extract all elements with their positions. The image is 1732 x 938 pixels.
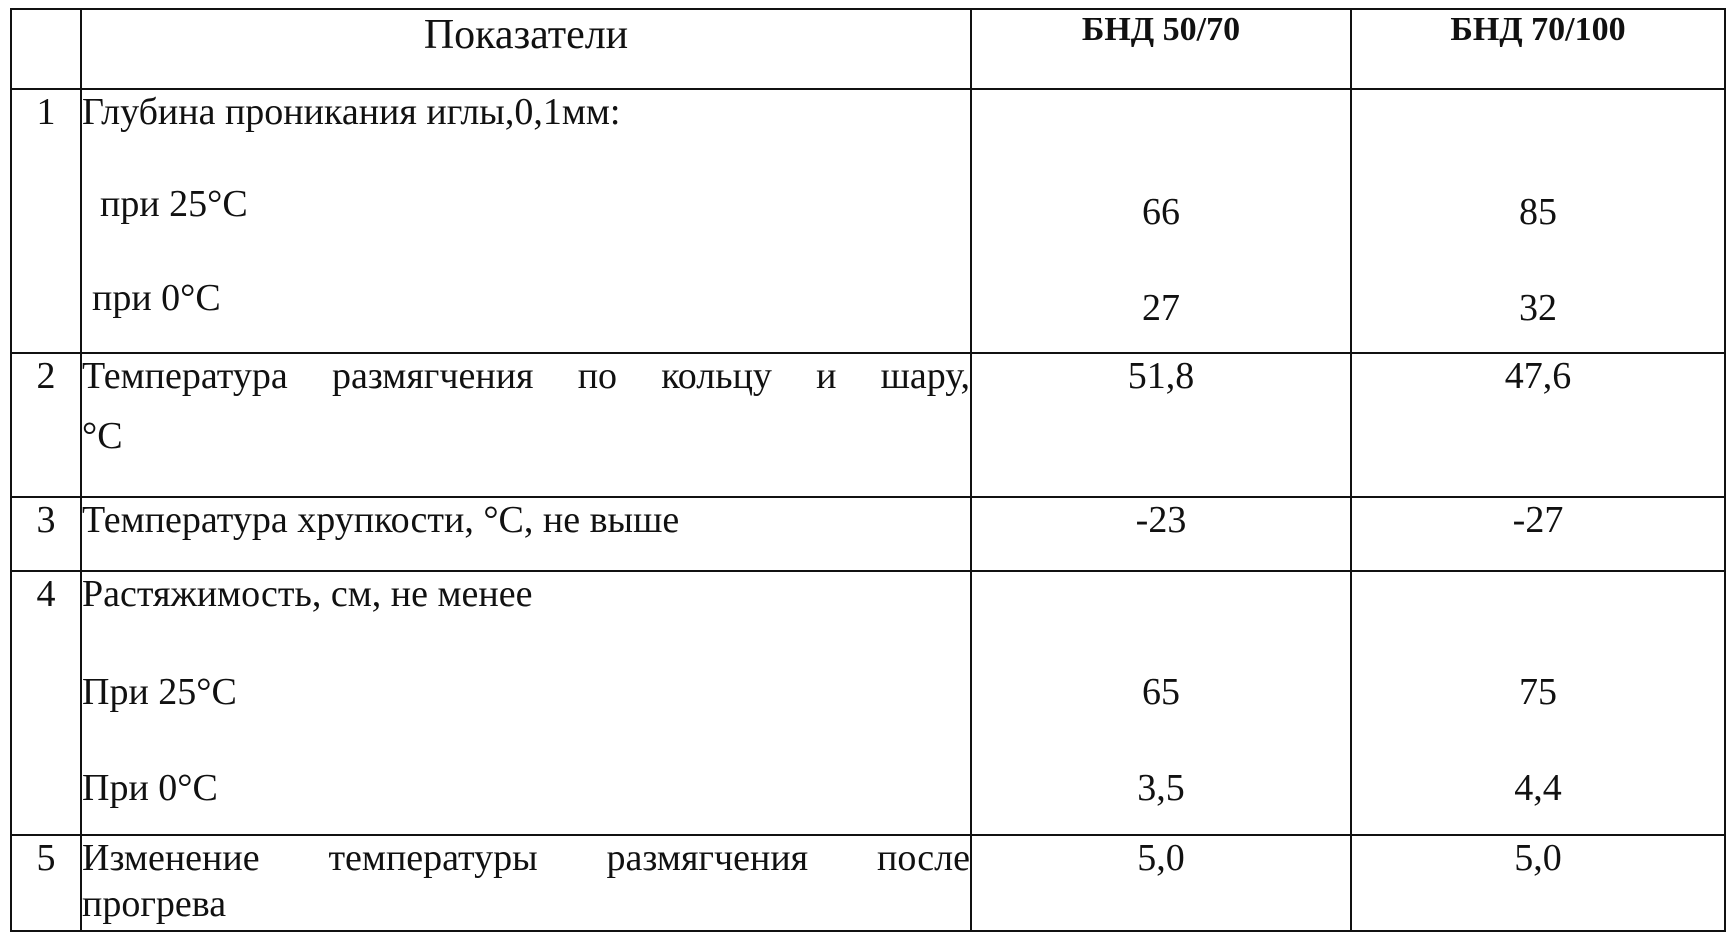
indicator-title: Растяжимость, см, не менее bbox=[82, 573, 533, 615]
indicator-title-unit: °С bbox=[82, 414, 123, 457]
header-indicators: Показатели bbox=[81, 9, 971, 89]
row-number: 4 bbox=[11, 571, 81, 835]
value: 3,5 bbox=[1137, 767, 1185, 809]
header-grade-bnd-70-100: БНД 70/100 bbox=[1351, 9, 1725, 89]
row-number: 1 bbox=[11, 89, 81, 353]
value: 32 bbox=[1519, 287, 1557, 329]
table-row bbox=[11, 835, 1725, 931]
indicator-cell bbox=[81, 835, 971, 931]
indicator-cell bbox=[81, 571, 971, 835]
header-number-cell bbox=[11, 9, 81, 89]
value: -27 bbox=[1351, 497, 1725, 571]
value-cell bbox=[971, 89, 1351, 353]
value: 85 bbox=[1519, 191, 1557, 233]
header-grade-bnd-50-70: БНД 50/70 bbox=[971, 9, 1351, 89]
value: 75 bbox=[1519, 671, 1557, 713]
value-cell bbox=[1351, 571, 1725, 835]
value: 5,0 bbox=[971, 835, 1351, 931]
table-row bbox=[11, 497, 1725, 571]
row-number: 2 bbox=[11, 353, 81, 497]
indicator-cell bbox=[81, 89, 971, 353]
value: -23 bbox=[971, 497, 1351, 571]
indicator-title: Изменение температуры размягчения после bbox=[82, 837, 970, 879]
table-row bbox=[11, 89, 1725, 353]
row-number: 5 bbox=[11, 835, 81, 931]
indicator-sub-label: При 25°С bbox=[82, 671, 237, 713]
indicator-sub-label: при 25°С bbox=[100, 183, 248, 225]
table-row bbox=[11, 353, 1725, 497]
value: 4,4 bbox=[1514, 767, 1562, 809]
table-header-row bbox=[11, 9, 1725, 89]
value: 66 bbox=[1142, 191, 1180, 233]
indicator-title-continued: прогрева bbox=[82, 882, 227, 925]
value-cell bbox=[971, 571, 1351, 835]
bitumen-properties-table bbox=[10, 8, 1726, 932]
value: 5,0 bbox=[1351, 835, 1725, 931]
value: 27 bbox=[1142, 287, 1180, 329]
value: 47,6 bbox=[1351, 353, 1725, 497]
indicator-title: Температура размягчения по кольцу и шару, bbox=[82, 355, 970, 397]
table-row bbox=[11, 571, 1725, 835]
indicator-sub-label: при 0°С bbox=[92, 277, 221, 319]
row-number: 3 bbox=[11, 497, 81, 571]
indicator-cell bbox=[81, 353, 971, 497]
value-cell bbox=[1351, 89, 1725, 353]
indicator-title: Температура хрупкости, °С, не выше bbox=[81, 497, 971, 571]
value: 65 bbox=[1142, 671, 1180, 713]
value: 51,8 bbox=[971, 353, 1351, 497]
indicator-sub-label: При 0°С bbox=[82, 767, 218, 809]
indicator-title: Глубина проникания иглы,0,1мм: bbox=[82, 91, 621, 133]
